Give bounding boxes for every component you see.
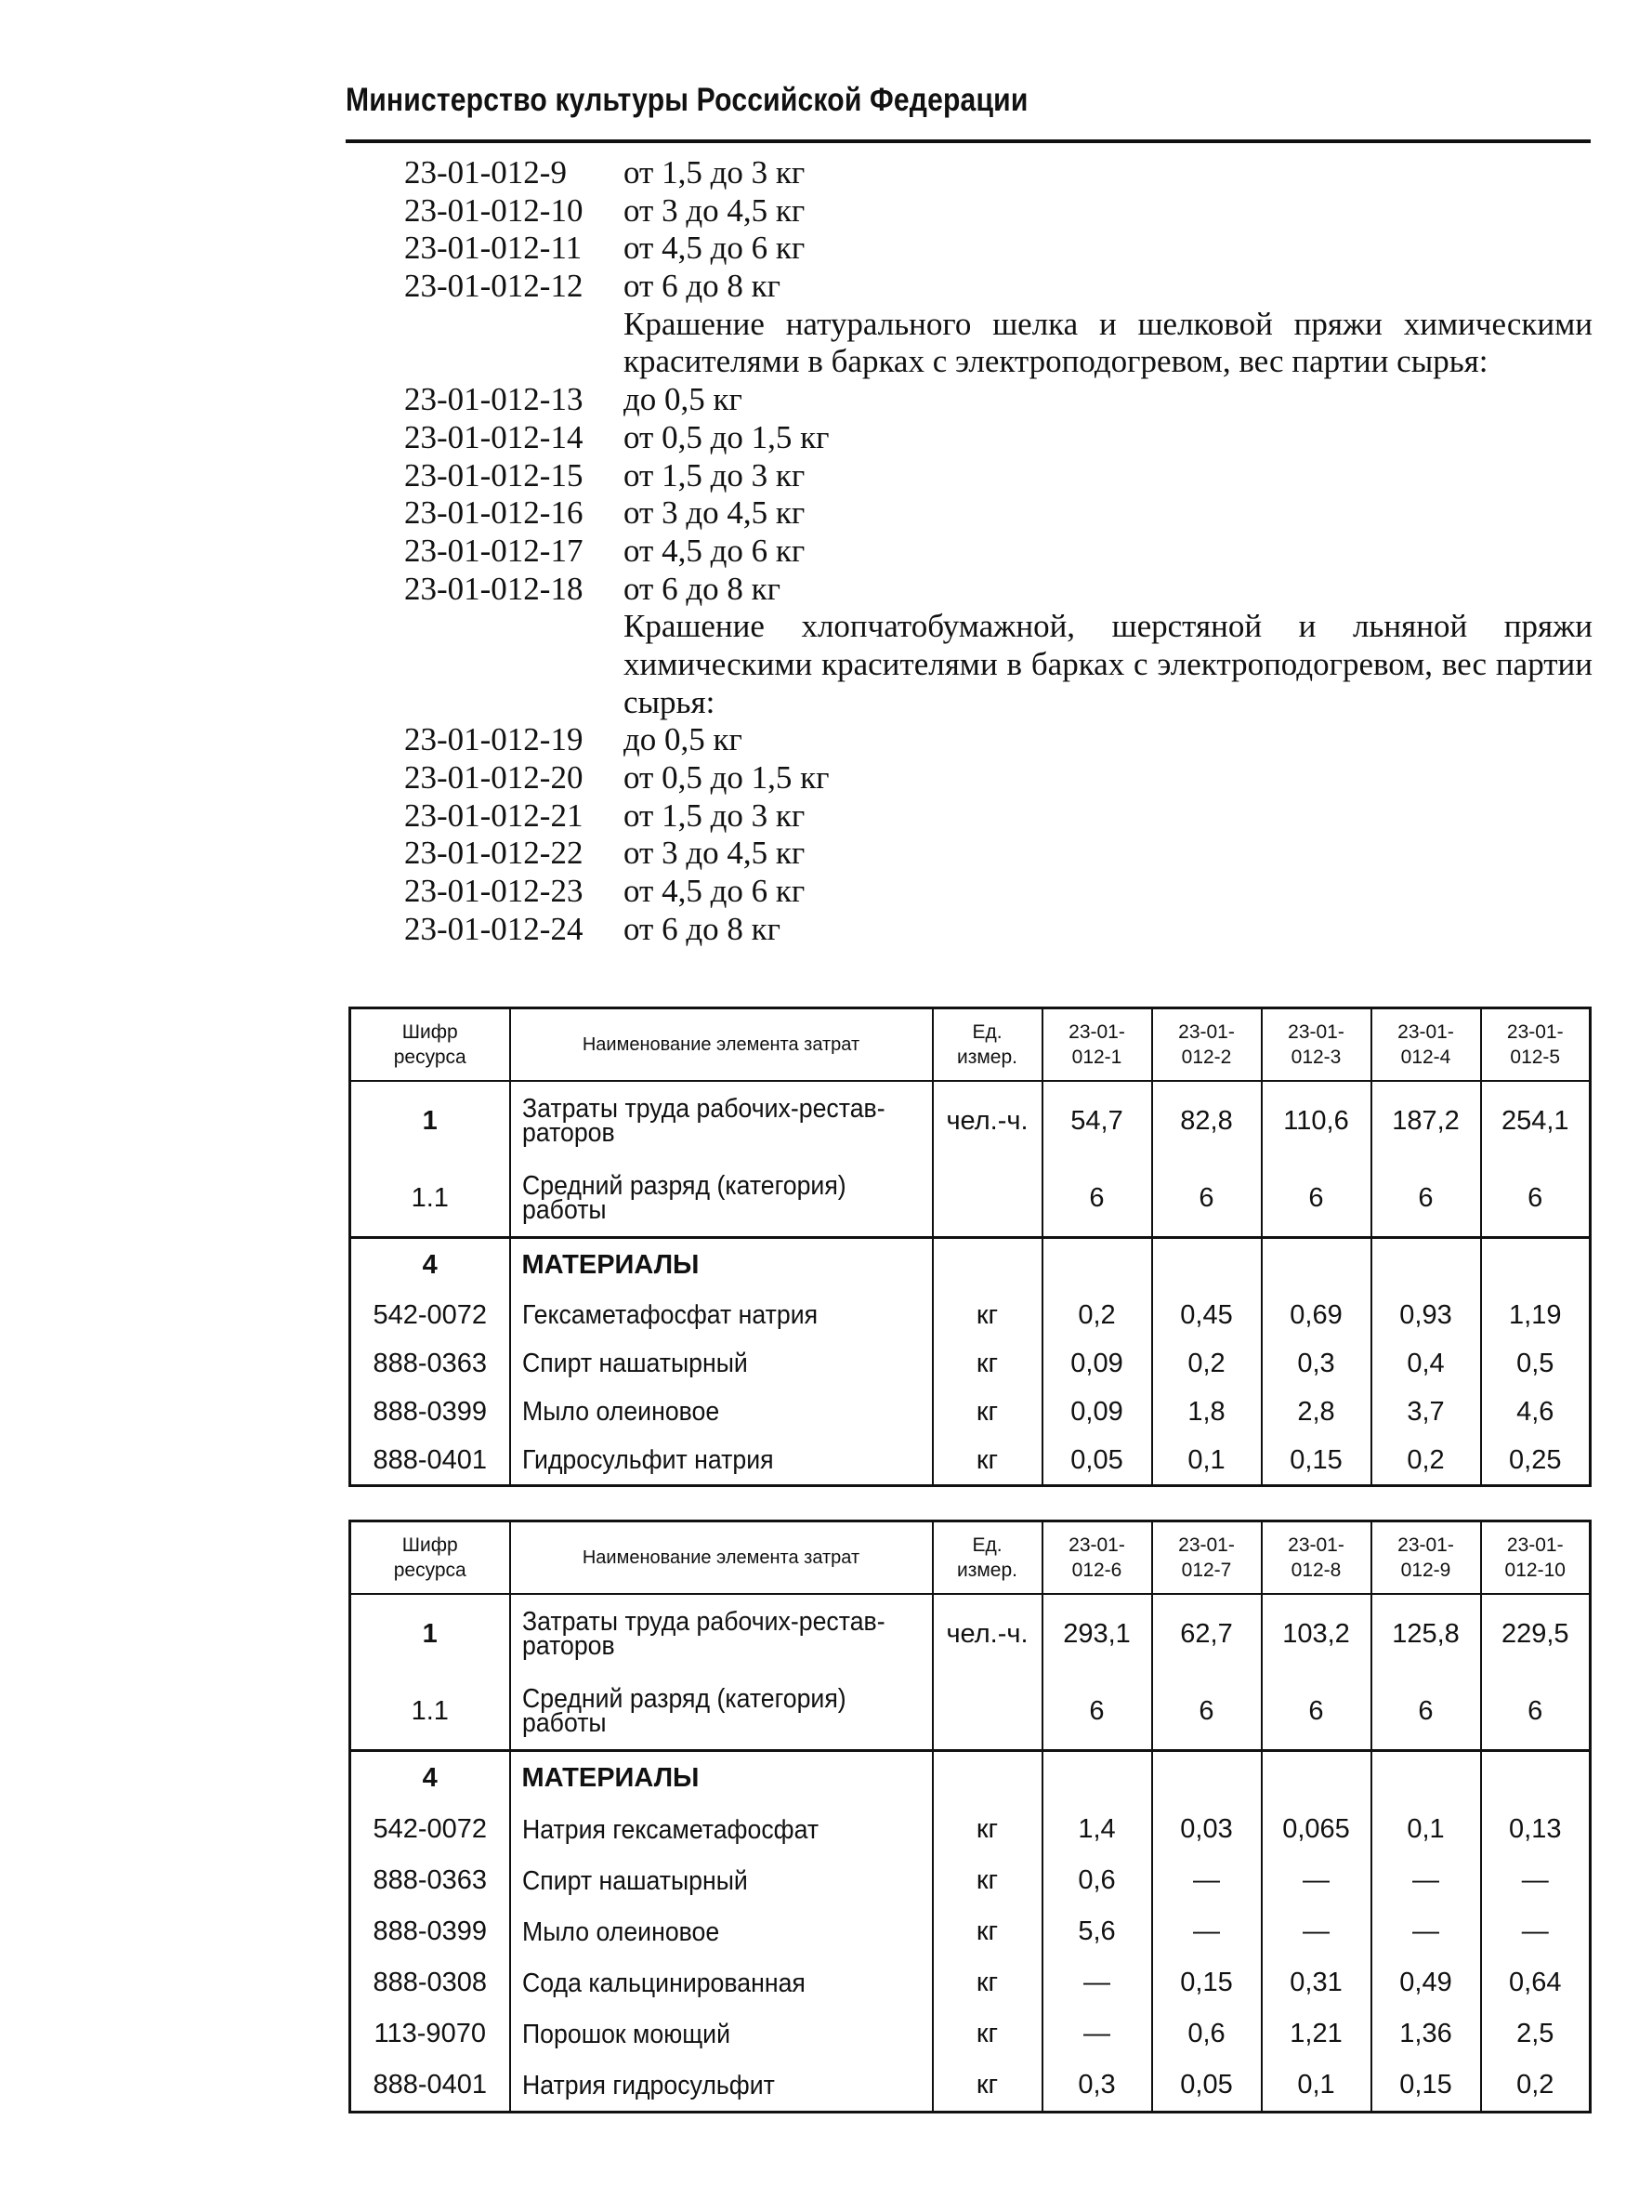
code-desc: до 0,5 кг — [623, 381, 742, 418]
table-row — [350, 1339, 1591, 1388]
table-row-grade — [350, 1673, 1591, 1751]
code-row — [404, 192, 1593, 230]
cell-value: 0,15 — [1371, 2060, 1481, 2113]
cell-value: 0,1 — [1371, 1804, 1481, 1855]
code-row — [404, 835, 1593, 873]
cell-code: 542-0072 — [350, 1804, 510, 1855]
cell-value — [1042, 1751, 1152, 1805]
resource-table-2 — [348, 1520, 1592, 2113]
header-name: Наименование элемента затрат — [510, 1521, 933, 1595]
table-row — [350, 1855, 1591, 1906]
cell-code: 1.1 — [350, 1673, 510, 1751]
cell-value: 110,6 — [1262, 1081, 1371, 1160]
cell-code: 888-0363 — [350, 1339, 510, 1388]
code-desc: от 1,5 до 3 кг — [623, 154, 806, 191]
cell-name: МАТЕРИАЛЫ — [510, 1238, 933, 1292]
cell-unit: кг — [933, 1855, 1042, 1906]
cell-value: 0,6 — [1042, 1855, 1152, 1906]
cell-value: 229,5 — [1481, 1594, 1591, 1673]
code: 23-01-012-20 — [404, 759, 583, 797]
cell-value: — — [1262, 1906, 1371, 1957]
header-column: 23-01- 012-10 — [1481, 1521, 1591, 1595]
codes-section — [404, 154, 1593, 949]
cell-value: 0,05 — [1042, 1436, 1152, 1486]
code-desc: от 3 до 4,5 кг — [623, 835, 806, 872]
cell-value — [1481, 1238, 1591, 1292]
cell-value — [1262, 1238, 1371, 1292]
code: 23-01-012-11 — [404, 230, 583, 267]
cell-value: 0,49 — [1371, 1957, 1481, 2008]
cell-unit: кг — [933, 1339, 1042, 1388]
cell-value: — — [1152, 1855, 1262, 1906]
cell-value: — — [1481, 1855, 1591, 1906]
cell-value — [1371, 1751, 1481, 1805]
cell-code: 888-0308 — [350, 1957, 510, 2008]
table-row-grade — [350, 1160, 1591, 1238]
header-rule — [346, 139, 1591, 143]
cell-value: 2,8 — [1262, 1388, 1371, 1436]
cell-value: 0,2 — [1152, 1339, 1262, 1388]
cell-value — [1152, 1751, 1262, 1805]
cell-name: МАТЕРИАЛЫ — [510, 1751, 933, 1805]
cell-value: 6 — [1262, 1160, 1371, 1238]
cell-value: 0,45 — [1152, 1291, 1262, 1339]
cell-name: Затраты труда рабочих-рестав- раторов — [510, 1594, 933, 1673]
header-unit: Ед. измер. — [933, 1521, 1042, 1595]
cell-value: 1,36 — [1371, 2008, 1481, 2060]
cell-value: 0,64 — [1481, 1957, 1591, 2008]
cell-name: Спирт нашатырный — [510, 1339, 933, 1388]
cell-value: 2,5 — [1481, 2008, 1591, 2060]
code-desc: до 0,5 кг — [623, 721, 742, 758]
code-row — [404, 268, 1593, 306]
cell-value: 62,7 — [1152, 1594, 1262, 1673]
cell-value: — — [1481, 1906, 1591, 1957]
cell-value — [1262, 1751, 1371, 1805]
cell-value: 82,8 — [1152, 1081, 1262, 1160]
cell-value: 6 — [1262, 1673, 1371, 1751]
cell-code: 888-0401 — [350, 1436, 510, 1486]
code: 23-01-012-16 — [404, 494, 583, 532]
cell-value: 1,8 — [1152, 1388, 1262, 1436]
table-row — [350, 1906, 1591, 1957]
cell-name: Мыло олеиновое — [510, 1388, 933, 1436]
cell-name: Натрия гексаметафосфат — [510, 1804, 933, 1855]
code: 23-01-012-21 — [404, 797, 583, 834]
cell-value: — — [1152, 1906, 1262, 1957]
cell-value: 1,19 — [1481, 1291, 1591, 1339]
cell-code: 542-0072 — [350, 1291, 510, 1339]
header-unit: Ед. измер. — [933, 1008, 1042, 1082]
cell-code: 888-0363 — [350, 1855, 510, 1906]
cell-code: 888-0399 — [350, 1388, 510, 1436]
header-column: 23-01- 012-3 — [1262, 1008, 1371, 1082]
cell-value — [1152, 1238, 1262, 1292]
cell-name: Затраты труда рабочих-рестав- раторов — [510, 1081, 933, 1160]
cell-value: 0,15 — [1262, 1436, 1371, 1486]
code-desc: от 6 до 8 кг — [623, 570, 781, 607]
code-desc: от 6 до 8 кг — [623, 910, 781, 947]
code-desc: от 0,5 до 1,5 кг — [623, 759, 830, 797]
cell-unit: кг — [933, 2008, 1042, 2060]
cell-code: 1.1 — [350, 1160, 510, 1238]
cell-value: 0,09 — [1042, 1388, 1152, 1436]
code-row — [404, 873, 1593, 911]
page-header-title: Министерство культуры Российской Федерации — [346, 82, 1029, 118]
cell-code: 4 — [350, 1751, 510, 1805]
cell-unit: кг — [933, 1388, 1042, 1436]
cell-value: 6 — [1371, 1160, 1481, 1238]
code-row — [404, 911, 1593, 949]
cell-unit — [933, 1160, 1042, 1238]
cell-unit: кг — [933, 2060, 1042, 2113]
cell-name: Спирт нашатырный — [510, 1855, 933, 1906]
cell-code: 4 — [350, 1238, 510, 1292]
cell-value: 6 — [1481, 1673, 1591, 1751]
cell-value: 0,3 — [1042, 2060, 1152, 2113]
cell-value: 254,1 — [1481, 1081, 1591, 1160]
cell-value: 103,2 — [1262, 1594, 1371, 1673]
cell-name: Средний разряд (категория) работы — [510, 1160, 933, 1238]
cell-value: 0,13 — [1481, 1804, 1591, 1855]
cell-value: 0,6 — [1152, 2008, 1262, 2060]
header-name: Наименование элемента затрат — [510, 1008, 933, 1082]
code: 23-01-012-15 — [404, 456, 583, 494]
cell-value: 1,21 — [1262, 2008, 1371, 2060]
cell-value: — — [1262, 1855, 1371, 1906]
table-row-materials-heading — [350, 1751, 1591, 1805]
code: 23-01-012-14 — [404, 418, 583, 455]
cell-name: Сода кальцинированная — [510, 1957, 933, 2008]
code-row — [404, 381, 1593, 419]
code-row — [404, 457, 1593, 495]
cell-value: 0,1 — [1262, 2060, 1371, 2113]
table-header-row — [350, 1521, 1591, 1595]
header-code: Шифр ресурса — [350, 1521, 510, 1595]
code: 23-01-012-22 — [404, 835, 583, 872]
header-column: 23-01- 012-2 — [1152, 1008, 1262, 1082]
code-desc: от 4,5 до 6 кг — [623, 230, 806, 267]
cell-unit: кг — [933, 1906, 1042, 1957]
cell-code: 113-9070 — [350, 2008, 510, 2060]
header-column: 23-01- 012-4 — [1371, 1008, 1481, 1082]
code: 23-01-012-24 — [404, 910, 583, 947]
header-column: 23-01- 012-6 — [1042, 1521, 1152, 1595]
cell-value: 3,7 — [1371, 1388, 1481, 1436]
table-row-materials-heading — [350, 1238, 1591, 1292]
cell-value: 0,69 — [1262, 1291, 1371, 1339]
cell-code: 888-0401 — [350, 2060, 510, 2113]
header-column: 23-01- 012-9 — [1371, 1521, 1481, 1595]
code-desc: от 1,5 до 3 кг — [623, 456, 806, 494]
table-row — [350, 2008, 1591, 2060]
table-row — [350, 1388, 1591, 1436]
header-column: 23-01- 012-1 — [1042, 1008, 1152, 1082]
cell-value: 0,2 — [1371, 1436, 1481, 1486]
table-row — [350, 1804, 1591, 1855]
cell-value: 6 — [1481, 1160, 1591, 1238]
cell-value: 0,4 — [1371, 1339, 1481, 1388]
cell-value: 187,2 — [1371, 1081, 1481, 1160]
cell-value: 0,2 — [1042, 1291, 1152, 1339]
code-desc: от 4,5 до 6 кг — [623, 532, 806, 569]
table-row-labor — [350, 1594, 1591, 1673]
cell-value: 6 — [1042, 1673, 1152, 1751]
cell-value: 5,6 — [1042, 1906, 1152, 1957]
table-row — [350, 1291, 1591, 1339]
cell-value: 0,065 — [1262, 1804, 1371, 1855]
code-desc: от 0,5 до 1,5 кг — [623, 418, 830, 455]
description-paragraph-cotton: Крашение хлопчатобумажной, шерстяной и льняной пряжи химическими красителями в барках с электроподогревом, вес партии сырья: — [623, 608, 1593, 720]
table-row-labor — [350, 1081, 1591, 1160]
cell-code: 1 — [350, 1594, 510, 1673]
code: 23-01-012-9 — [404, 154, 567, 191]
cell-name: Порошок моющий — [510, 2008, 933, 2060]
table-row — [350, 1436, 1591, 1486]
cell-value: — — [1042, 2008, 1152, 2060]
cell-value: 0,5 — [1481, 1339, 1591, 1388]
cell-name: Натрия гидросульфит — [510, 2060, 933, 2113]
cell-name: Гидросульфит натрия — [510, 1436, 933, 1486]
cell-value — [1371, 1238, 1481, 1292]
cell-unit — [933, 1238, 1042, 1292]
cell-value: — — [1042, 1957, 1152, 2008]
cell-value: 0,09 — [1042, 1339, 1152, 1388]
cell-unit — [933, 1673, 1042, 1751]
code: 23-01-012-10 — [404, 191, 583, 229]
cell-unit: чел.-ч. — [933, 1594, 1042, 1673]
code-row — [404, 230, 1593, 268]
header-code: Шифр ресурса — [350, 1008, 510, 1082]
code-row — [404, 533, 1593, 571]
cell-value: 6 — [1371, 1673, 1481, 1751]
header-column: 23-01- 012-8 — [1262, 1521, 1371, 1595]
code-desc: от 6 до 8 кг — [623, 268, 781, 305]
cell-value: 0,15 — [1152, 1957, 1262, 2008]
cell-unit: чел.-ч. — [933, 1081, 1042, 1160]
code-row — [404, 154, 1593, 192]
code: 23-01-012-17 — [404, 532, 583, 569]
cell-value: 0,1 — [1152, 1436, 1262, 1486]
cell-name: Гексаметафосфат натрия — [510, 1291, 933, 1339]
header-column: 23-01- 012-5 — [1481, 1008, 1591, 1082]
code: 23-01-012-18 — [404, 570, 583, 607]
table-row — [350, 1957, 1591, 2008]
code-row — [404, 759, 1593, 797]
cell-value — [1481, 1751, 1591, 1805]
cell-name: Мыло олеиновое — [510, 1906, 933, 1957]
code-desc: от 1,5 до 3 кг — [623, 797, 806, 834]
cell-name: Средний разряд (категория) работы — [510, 1673, 933, 1751]
cell-value: — — [1371, 1855, 1481, 1906]
cell-value: 4,6 — [1481, 1388, 1591, 1436]
cell-unit: кг — [933, 1291, 1042, 1339]
code-row — [404, 721, 1593, 759]
resource-table-1 — [348, 1007, 1592, 1487]
cell-value: 0,3 — [1262, 1339, 1371, 1388]
cell-value: 1,4 — [1042, 1804, 1152, 1855]
cell-unit: кг — [933, 1804, 1042, 1855]
code: 23-01-012-19 — [404, 721, 583, 758]
cell-value: 125,8 — [1371, 1594, 1481, 1673]
code-row — [404, 571, 1593, 609]
code-row — [404, 419, 1593, 457]
code-desc: от 3 до 4,5 кг — [623, 494, 806, 532]
cell-code: 1 — [350, 1081, 510, 1160]
cell-value: 0,31 — [1262, 1957, 1371, 2008]
table-header-row — [350, 1008, 1591, 1082]
cell-value: 6 — [1042, 1160, 1152, 1238]
cell-unit: кг — [933, 1957, 1042, 2008]
code-desc: от 3 до 4,5 кг — [623, 191, 806, 229]
code-row — [404, 494, 1593, 533]
cell-value: 54,7 — [1042, 1081, 1152, 1160]
header-column: 23-01- 012-7 — [1152, 1521, 1262, 1595]
cell-unit — [933, 1751, 1042, 1805]
description-paragraph-silk: Крашение натурального шелка и шелковой пряжи химическими красителями в барках с электроподогревом, вес партии сырья: — [623, 305, 1593, 380]
cell-value: 0,2 — [1481, 2060, 1591, 2113]
cell-value: — — [1371, 1906, 1481, 1957]
cell-value: 6 — [1152, 1673, 1262, 1751]
cell-unit: кг — [933, 1436, 1042, 1486]
cell-value — [1042, 1238, 1152, 1292]
code: 23-01-012-23 — [404, 873, 583, 910]
code: 23-01-012-12 — [404, 268, 583, 305]
cell-value: 0,25 — [1481, 1436, 1591, 1486]
code: 23-01-012-13 — [404, 381, 583, 418]
code-row — [404, 797, 1593, 836]
table-row — [350, 2060, 1591, 2113]
cell-value: 0,93 — [1371, 1291, 1481, 1339]
cell-code: 888-0399 — [350, 1906, 510, 1957]
cell-value: 0,05 — [1152, 2060, 1262, 2113]
cell-value: 6 — [1152, 1160, 1262, 1238]
code-desc: от 4,5 до 6 кг — [623, 873, 806, 910]
cell-value: 293,1 — [1042, 1594, 1152, 1673]
cell-value: 0,03 — [1152, 1804, 1262, 1855]
